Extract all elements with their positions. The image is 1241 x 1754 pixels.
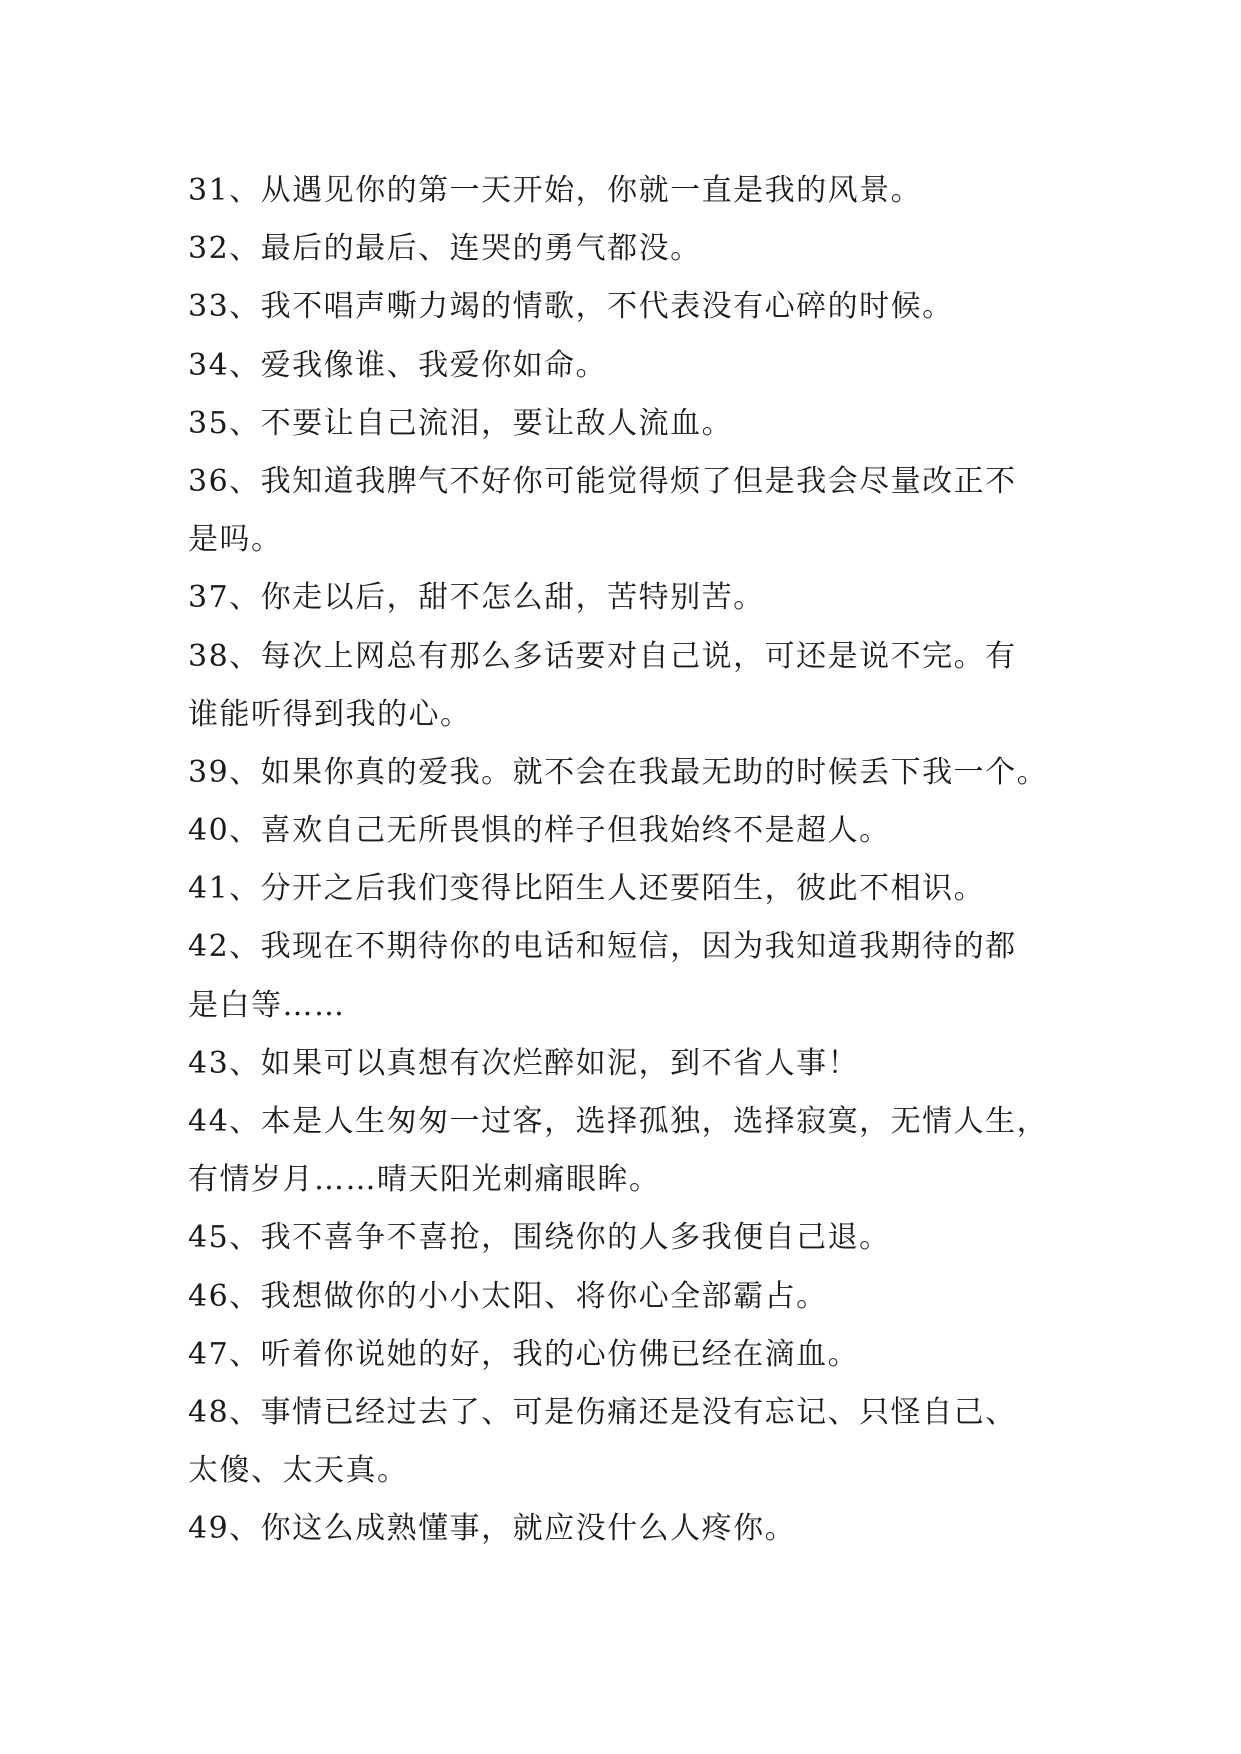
text-line-38: 38、每次上网总有那么多话要对自己说，可还是说不完。有 — [188, 638, 1017, 674]
text-line-36-cont: 是吗。 — [188, 522, 283, 558]
text-line-41: 41、分开之后我们变得比陌生人还要陌生，彼此不相识。 — [188, 871, 986, 907]
text-line-36: 36、我知道我脾气不好你可能觉得烦了但是我会尽量改正不 — [188, 463, 1017, 499]
text-line-44: 44、本是人生匆匆一过客，选择孤独，选择寂寞，无情人生， — [188, 1104, 1049, 1139]
text-line-34: 34、爱我像谁、我爱你如命。 — [188, 347, 608, 383]
text-line-42: 42、我现在不期待你的电话和短信，因为我知道我期待的都 — [188, 929, 1017, 965]
text-line-31: 31、从遇见你的第一天开始，你就一直是我的风景。 — [188, 173, 923, 208]
text-line-39: 39、如果你真的爱我。就不会在我最无助的时候丢下我一个。 — [188, 754, 1049, 790]
text-line-44-cont: 有情岁月……晴天阳光刺痛眼眸。 — [188, 1162, 661, 1198]
text-line-46: 46、我想做你的小小太阳、将你心全部霸占。 — [188, 1278, 828, 1314]
text-line-49: 49、你这么成熟懂事，就应没什么人疼你。 — [188, 1511, 797, 1547]
text-line-40: 40、喜欢自己无所畏惧的样子但我始终不是超人。 — [188, 813, 891, 849]
text-line-43: 43、如果可以真想有次烂醉如泥，到不省人事！ — [188, 1045, 860, 1081]
text-line-42-cont: 是白等…… — [188, 987, 346, 1023]
document-body — [188, 162, 1068, 1559]
text-line-38-cont: 谁能听得到我的心。 — [188, 696, 472, 732]
text-line-32: 32、最后的最后、连哭的勇气都没。 — [188, 231, 702, 267]
text-line-48: 48、事情已经过去了、可是伤痛还是没有忘记、只怪自己、 — [188, 1394, 1017, 1430]
text-line-37: 37、你走以后，甜不怎么甜，苦特别苦。 — [188, 580, 765, 616]
text-line-35: 35、不要让自己流泪，要让敌人流血。 — [188, 405, 734, 441]
text-line-45: 45、我不喜争不喜抢，围绕你的人多我便自己退。 — [188, 1220, 891, 1256]
text-line-48-cont: 太傻、太天真。 — [188, 1453, 409, 1489]
text-line-47: 47、听着你说她的好，我的心仿佛已经在滴血。 — [188, 1336, 860, 1372]
text-line-33: 33、我不唱声嘶力竭的情歌，不代表没有心碎的时候。 — [188, 289, 954, 325]
